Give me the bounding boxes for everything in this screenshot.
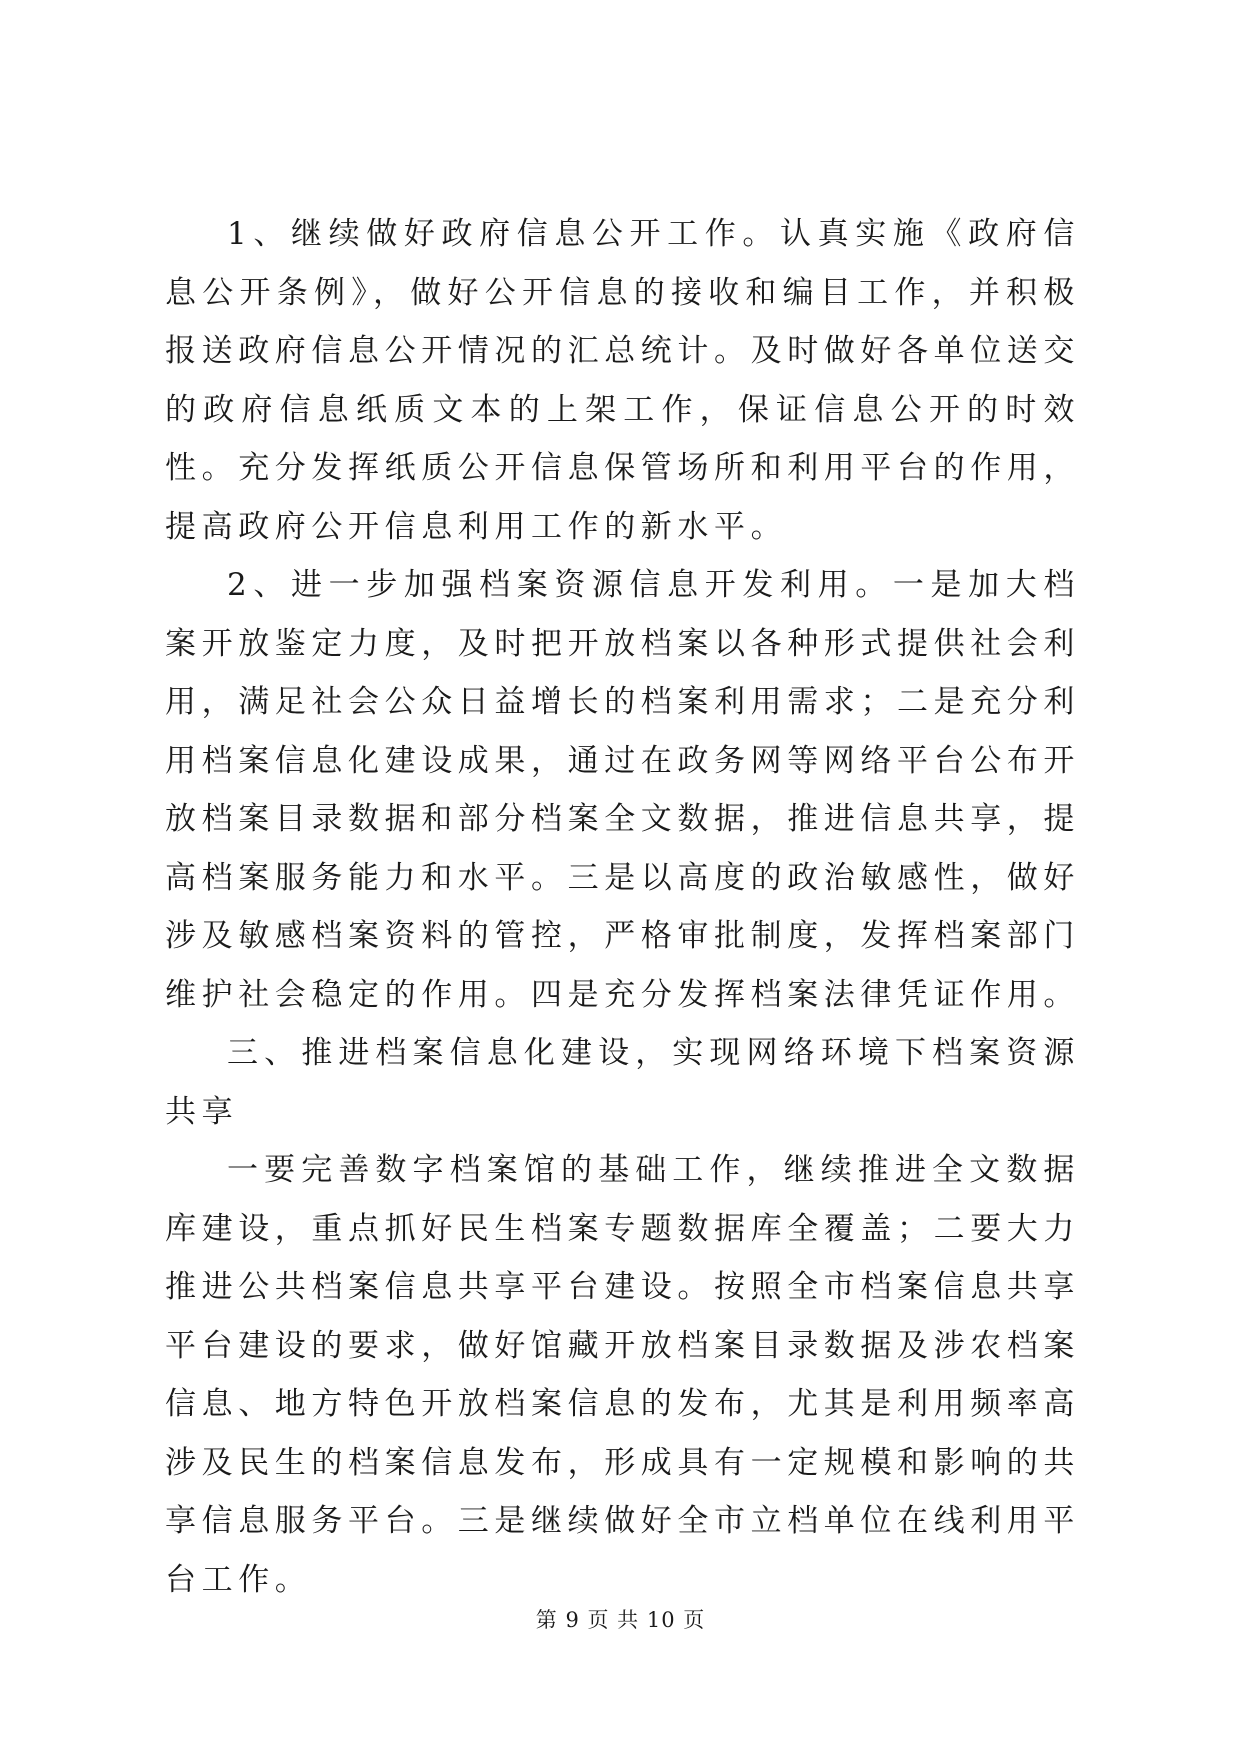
page-number-footer: 第 9 页 共 10 页 bbox=[535, 1608, 706, 1632]
paragraph-archive-resource-use: 2、进一步加强档案资源信息开发利用。一是加大档案开放鉴定力度，及时把开放档案以各种形式提供社会利用，满足社会公众日益增长的档案利用需求；二是充分利用档案信息化建设成果，通过在政务网等网络平台公布开放档案目录数据和部分档案全文数据，推进信息共享，提高档案服务能力和水平。三是以高度的政治敏感性，做好涉及敏感档案资料的管控，严格审批制度，发挥档案部门维护社会稳定的作用。四是充分发挥档案法律凭证作用。 bbox=[165, 567, 1080, 1013]
section-heading-informatization: 三、推进档案信息化建设，实现网络环境下档案资源共享 bbox=[165, 1035, 1080, 1130]
paragraph-gov-info-disclosure: 1、继续做好政府信息公开工作。认真实施《政府信息公开条例》，做好公开信息的接收和编目工作，并积极报送政府信息公开情况的汇总统计。及时做好各单位送交的政府信息纸质文本的上架工作，保证信息公开的时效性。充分发挥纸质公开信息保管场所和利用平台的作用，提高政府公开信息利用工作的新水平。 bbox=[165, 216, 1080, 545]
paragraph-digital-archive: 一要完善数字档案馆的基础工作，继续推进全文数据库建设，重点抓好民生档案专题数据库全覆盖；二要大力推进公共档案信息共享平台建设。按照全市档案信息共享平台建设的要求，做好馆藏开放档案目录数据及涉农档案信息、地方特色开放档案信息的发布，尤其是利用频率高涉及民生的档案信息发布，形成具有一定规模和影响的共享信息服务平台。三是继续做好全市立档单位在线利用平台工作。 bbox=[165, 1152, 1080, 1598]
document-body bbox=[165, 205, 1080, 1609]
